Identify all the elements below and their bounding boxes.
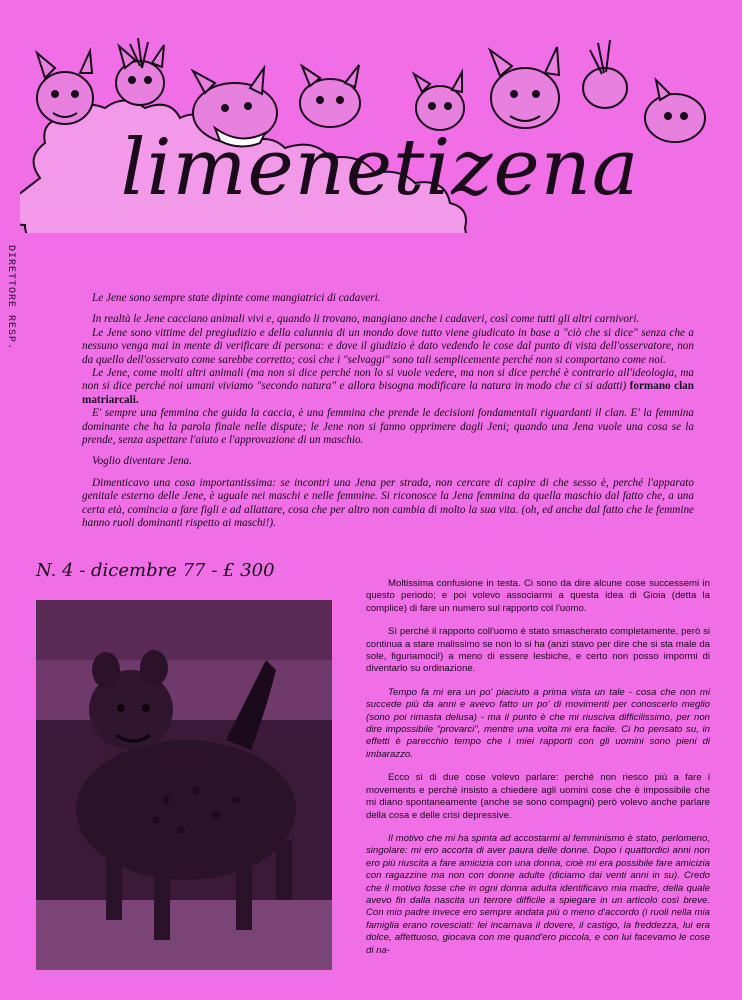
intro-paragraph: Le Jene sono sempre state dipinte come mangiatrici di cadaveri. [92, 292, 381, 304]
article-paragraph: Ecco sì di due cose volevo parlare: perché non riesco più a fare i movements e perché insisto a chiedere agli uomini cose che è impossibile che mi diano spontaneamente (anche se sono compagni) però volevo anche parlare della cosa e delle crisi depressive. [366, 772, 710, 821]
intro-paragraph: E' sempre una femmina che guida la caccia, è una femmina che prende le decisioni fondamentali riguardanti il clan. E' la femmina dominante che ha la parola finale nelle dispute; le Jene non si fanno opprimere dagli Jeni; quando una Jena vuole una cosa se la prende, senza aspettare l'aiuto e l'approvazione di un maschio. [82, 407, 694, 447]
side-stamp: DIRETTORE RESP. [5, 245, 16, 351]
intro-paragraph: Le Jene sono vittime del pregiudizio e della calunnia di un mondo dove tutto viene giudicato in base a "ciò che si dice" senza che a nessuno venga mai in mente di verificare di persona: e dove il giudizio è dato vedendo le cose dal punto di vista dell'osservatore, non da quello dell'osservato come sarebbe corretto; così che i "selvaggi" sono tali semplicemente perché non si comportano come noi. [82, 326, 694, 366]
hyena-photo [36, 600, 332, 970]
masthead-title: limenetizena [120, 123, 640, 213]
article-paragraph: Il motivo che mi ha spinta ad accostarmi al femminismo è stato, perlomeno, singolare: mi ero accorta di aver paura delle donne. Dopo i quattordici anni non ero più riuscita a fare amicizia con una donna, cioè mi era possibile fare amicizia con ragazzine ma non con donne adulte (diciamo dai venti anni in su). Credo che il motivo fosse che in ogni donna adulta identificavo mia madre, della quale avevo fin dalla nascita un terrore difficile a spiegare in un articolo così breve. Con mio padre invece ero sempre andata più o meno d'accordo (i ruoli nella mia famiglia erano rovesciati: lei incarnava il dovere, il castigo, la freddezza, lui era dolce, affettuoso, giocava con me quand'ero piccola, e con lui facevamo le cose di na- [366, 832, 710, 956]
intro-paragraph-text: Le Jene, come molti altri animali (ma non si dice perché non lo si vuole vedere, ma non si dice perché è contrario all'ideologia, ma non si dice perché noi umani viviamo "secondo natura" e allora bisogna modificare la natura in modo che ci si adatti) [82, 367, 694, 393]
intro-paragraph: Dimenticavo una cosa importantissima: se incontri una Jena per strada, non cercare di capire di che sesso è, perché l'apparato genitale esterno delle Jene, è uguale nei maschi e nelle femmine. Si riconosce la Jena femmina da quella maschio dal fatto che, a una certa età, comincia a fare figli e ad allattare, cosa che per altro non cambia di molto la sua vita. (oh, ed anche dal fatto che le femmine hanno ruoli dominanti rispetto ai maschi!). [82, 476, 694, 530]
intro-paragraph-bold: formano clan matriarcali. [82, 380, 694, 406]
intro-paragraph: Voglio diventare Jena. [92, 455, 192, 468]
intro-paragraph [82, 367, 694, 407]
article-column [366, 578, 710, 968]
intro-text [82, 292, 694, 539]
article-paragraph: Sì perché il rapporto coll'uomo è stato smascherato completamente, però si continua a stare malissimo se non lo si ha (anzi stavo per dire che si sta male da sole, figuriamoci!) a meno di essere lesbiche, e certo non posso impormi di diventarlo su ordinazione. [366, 626, 710, 675]
masthead [20, 28, 732, 233]
issue-info: N. 4 - dicembre 77 - £ 300 [36, 560, 275, 581]
article-paragraph: Moltissima confusione in testa. Ci sono da dire alcune cose successemi in questo periodo; e poi volevo associarmi a questa idea di Gioia (detta la complice) di fare un numero sul rapporto col l'uomo. [366, 578, 710, 614]
intro-paragraph: In realtà le Jene cacciano animali vivi e, quando li trovano, mangiano anche i cadaveri, così come tutti gli altri carnivori. [92, 313, 640, 326]
article-paragraph: Tempo fa mi era un po' piaciuto a prima vista un tale - cosa che non mi succede più da anni e avevo fatto un po' di movimenti per conoscerlo meglio (sono poi rimasta delusa) - ma il punto è che mi riusciva difficilissimo, per non dire impossibile "provarci", mentre una volta mi era facile. Ci ho pensato su, in effetti è parecchio tempo che i miei rapporti con gli uomini sono pieni di imbarazzo. [366, 686, 710, 760]
hyena-photo-image [36, 600, 332, 970]
